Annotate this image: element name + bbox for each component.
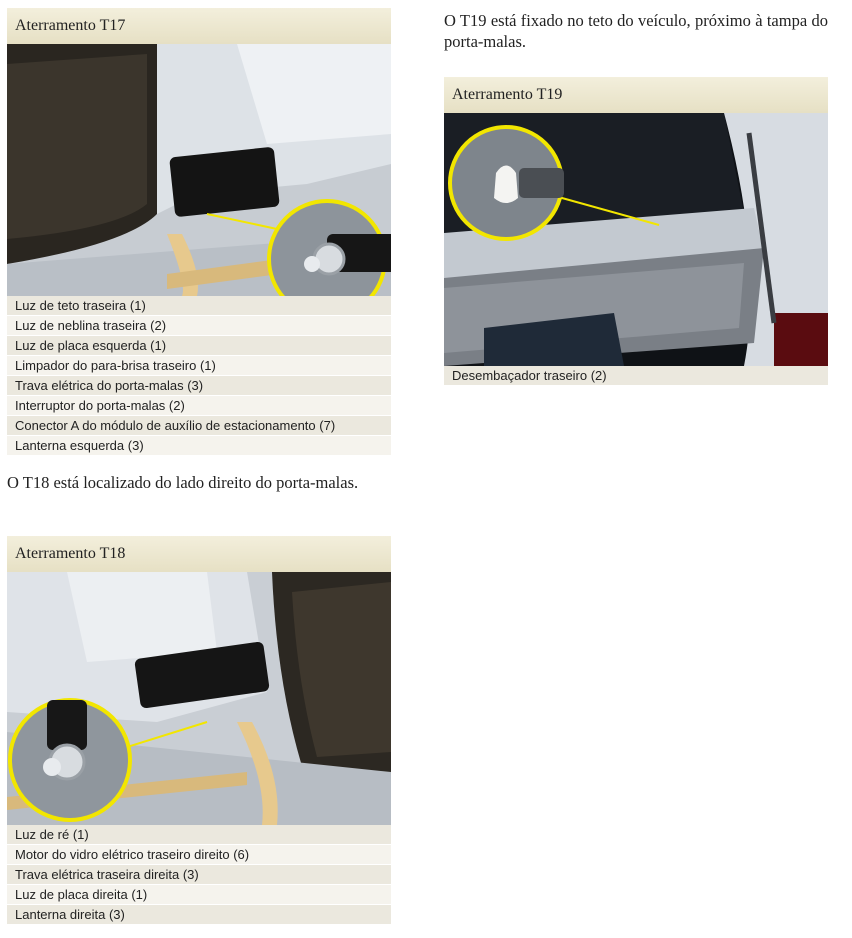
t18-list [7,825,391,925]
t17-header: Aterramento T17 [7,8,391,44]
t18-header: Aterramento T18 [7,536,391,572]
t18-photo [7,572,391,825]
t17-item: Interruptor do porta-malas (2) [7,396,391,416]
t19-intro: O T19 está fixado no teto do veículo, próximo à tampa do porta-malas. [444,11,828,51]
t18-item: Motor do vidro elétrico traseiro direito (6) [7,845,391,865]
t17-item: Conector A do módulo de auxílio de estacionamento (7) [7,416,391,436]
t17-item: Lanterna esquerda (3) [7,436,391,456]
t19-section [444,77,828,386]
t17-item: Trava elétrica do porta-malas (3) [7,376,391,396]
t18-item: Luz de ré (1) [7,825,391,845]
t18-item: Lanterna direita (3) [7,905,391,925]
t18-section [7,536,391,925]
t18-item: Luz de placa direita (1) [7,885,391,905]
t19-header: Aterramento T19 [444,77,828,113]
t19-list [444,366,828,386]
t17-item: Luz de placa esquerda (1) [7,336,391,356]
t17-section [7,8,391,456]
t17-item: Luz de neblina traseira (2) [7,316,391,336]
t17-photo [7,44,391,296]
t17-item: Limpador do para-brisa traseiro (1) [7,356,391,376]
t17-item: Luz de teto traseira (1) [7,296,391,316]
t18-item: Trava elétrica traseira direita (3) [7,865,391,885]
t18-intro: O T18 está localizado do lado direito do porta-malas. [7,473,359,492]
t19-photo [444,113,828,366]
t17-list [7,296,391,456]
t19-item: Desembaçador traseiro (2) [444,366,828,386]
